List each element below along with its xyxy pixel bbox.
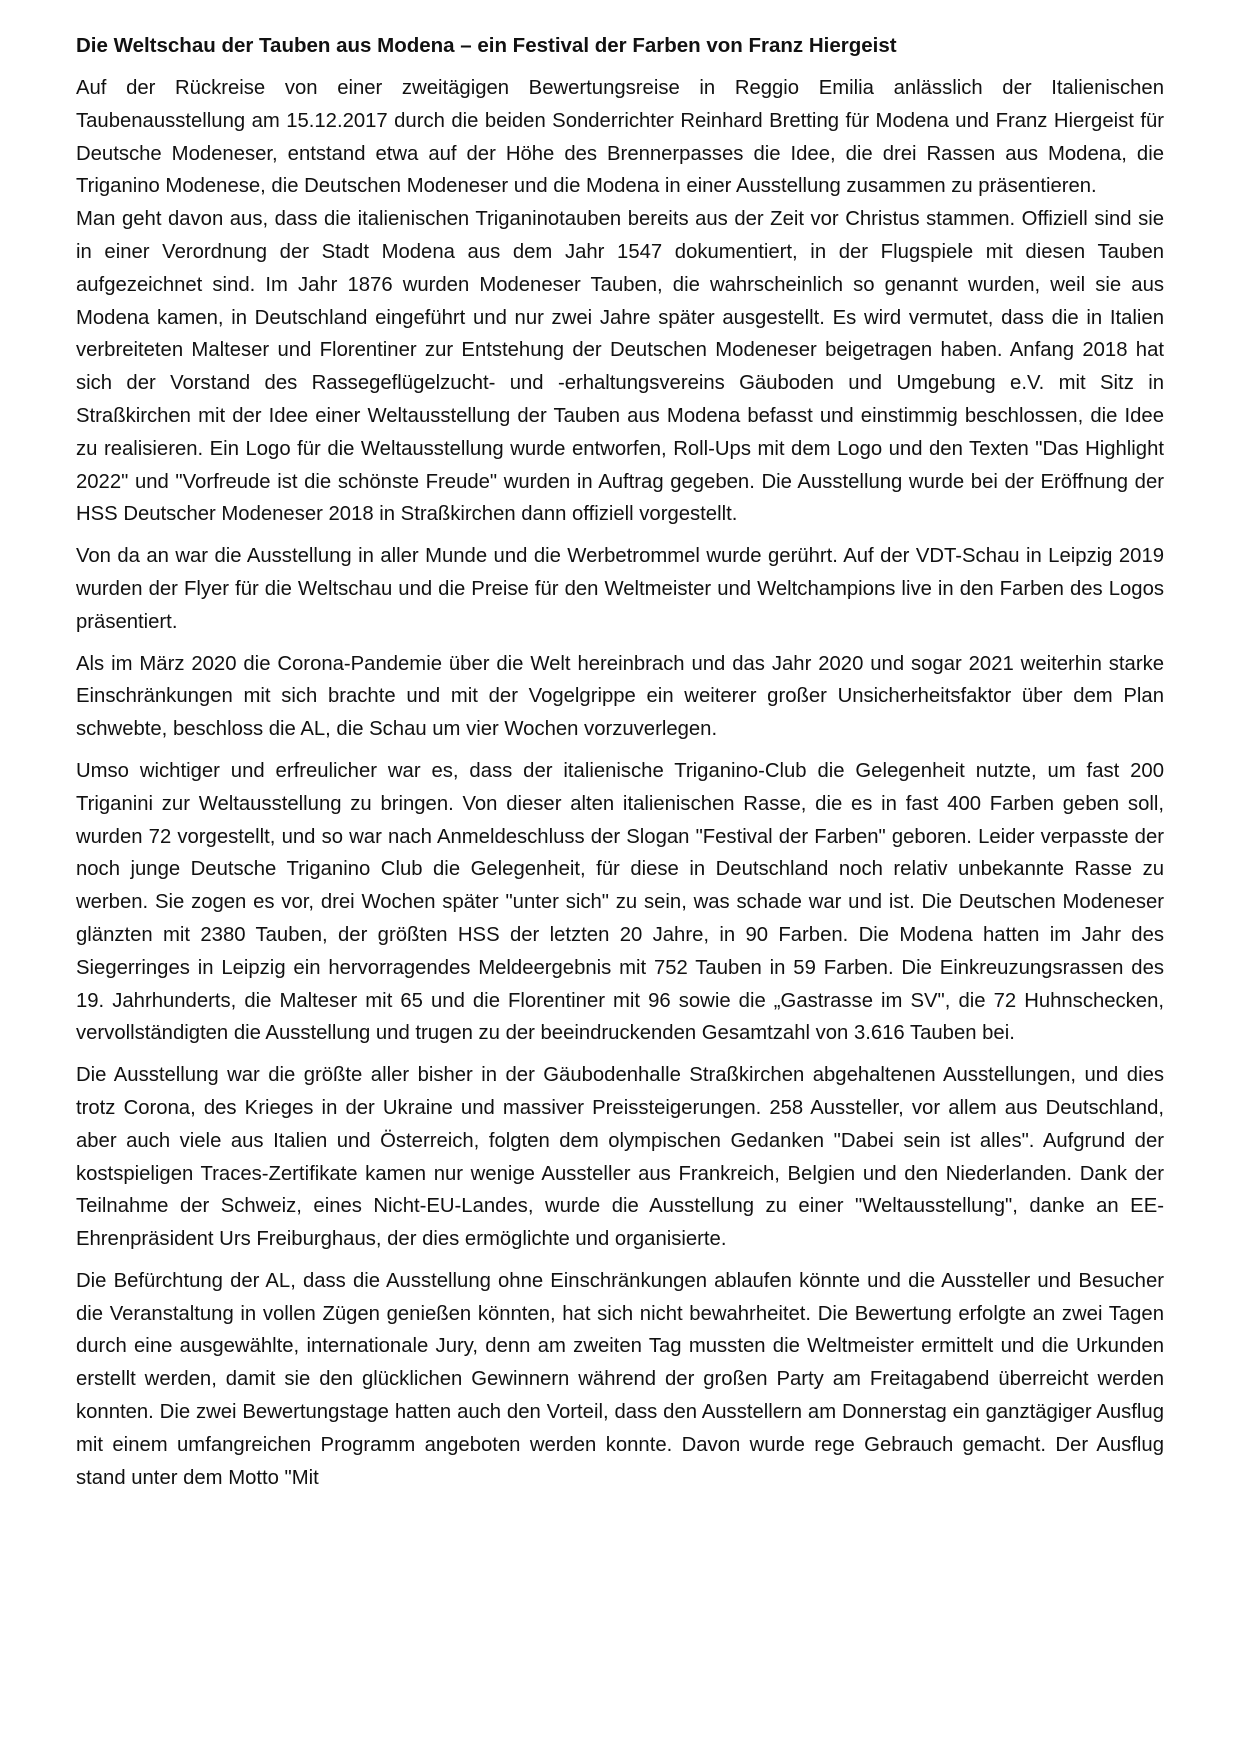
paragraph-1: Auf der Rückreise von einer zweitägigen Bewertungsreise in Reggio Emilia anlässlich der Italienischen Taubenausstellung am 15.12.2017 durch die beiden Sonderrichter Reinhard Bretting für Modena und Franz Hiergeist für Deutsche Modeneser, entstand etwa auf der Höhe des Brennerpasses die Idee, die drei Rassen aus Modena, die Triganino Modenese, die Deutschen Modeneser und die Modena in einer Ausstellung zusammen zu präsentieren. [76,77,1164,198]
paragraph-2: Man geht davon aus, dass die italienischen Triganinotauben bereits aus der Zeit vor Christus stammen. Offiziell sind sie in einer Verordnung der Stadt Modena aus dem Jahr 1547 dokumentiert, in der Flugspiele mit diesen Tauben aufgezeichnet sind. Im Jahr 1876 wurden Modeneser Tauben, die wahrscheinlich so genannt wurden, weil sie aus Modena kamen, in Deutschland eingeführt und nur zwei Jahre später ausgestellt. Es wird vermutet, dass die in Italien verbreiteten Malteser und Florentiner zur Entstehung der Deutschen Modeneser beigetragen haben. Anfang 2018 hat sich der Vorstand des Rassegeflügelzucht- und -erhaltungsvereins Gäuboden und Umgebung e.V. mit Sitz in Straßkirchen mit der Idee einer Weltausstellung der Tauben aus Modena befasst und einstimmig beschlossen, die Idee zu realisieren. Ein Logo für die Weltausstellung wurde entworfen, Roll-Ups mit dem Logo und den Texten "Das Highlight 2022" und "Vorfreude ist die schönste Freude" wurden in Auftrag gegeben. Die Ausstellung wurde bei der Eröffnung der HSS Deutscher Modeneser 2018 in Straßkirchen dann offiziell vorgestellt. [76,208,1164,526]
paragraph-6: Die Ausstellung war die größte aller bisher in der Gäubodenhalle Straßkirchen abgehaltenen Ausstellungen, und dies trotz Corona, des Krieges in der Ukraine und massiver Preissteigerungen. 258 Aussteller, vor allem aus Deutschland, aber auch viele aus Italien und Österreich, folgten dem olympischen Gedanken "Dabei sein ist alles". Aufgrund der kostspieligen Traces-Zertifikate kamen nur wenige Aussteller aus Frankreich, Belgien und den Niederlanden. Dank der Teilnahme der Schweiz, eines Nicht-EU-Landes, wurde die Ausstellung zu einer "Weltausstellung", danke an EE-Ehrenpräsident Urs Freiburghaus, der dies ermöglichte und organisierte. [76,1064,1164,1251]
paragraph-5: Umso wichtiger und erfreulicher war es, dass der italienische Triganino-Club die Gelegenheit nutzte, um fast 200 Triganini zur Weltausstellung zu bringen. Von dieser alten italienischen Rasse, die es in fast 400 Farben geben soll, wurden 72 vorgestellt, und so war nach Anmeldeschluss der Slogan "Festival der Farben" geboren. Leider verpasste der noch junge Deutsche Triganino Club die Gelegenheit, für diese in Deutschland noch relativ unbekannte Rasse zu werben. Sie zogen es vor, drei Wochen später "unter sich" zu sein, was schade war und ist. Die Deutschen Modeneser glänzten mit 2380 Tauben, der größten HSS der letzten 20 Jahre, in 90 Farben. Die Modena hatten im Jahr des Siegerringes in Leipzig ein hervorragendes Meldeergebnis mit 752 Tauben in 59 Farben. Die Einkreuzungsrassen des 19. Jahrhunderts, die Malteser mit 65 und die Florentiner mit 96 sowie die „Gastrasse im SV", die 72 Huhnschecken, vervollständigten die Ausstellung und trugen zu der beeindruckenden Gesamtzahl von 3.616 Tauben bei. [76,759,1164,1045]
paragraph-4: Als im März 2020 die Corona-Pandemie über die Welt hereinbrach und das Jahr 2020 und sogar 2021 weiterhin starke Einschränkungen mit sich brachte und mit der Vogelgrippe ein weiterer großer Unsicherheitsfaktor über dem Plan schwebte, beschloss die AL, die Schau um vier Wochen vorzuverlegen. [76,652,1164,741]
paragraph-7: Die Befürchtung der AL, dass die Ausstellung ohne Einschränkungen ablaufen könnte und die Aussteller und Besucher die Veranstaltung in vollen Zügen genießen könnten, hat sich nicht bewahrheitet. Die Bewertung erfolgte an zwei Tagen durch eine ausgewählte, internationale Jury, denn am zweiten Tag mussten die Weltmeister ermittelt und die Urkunden erstellt werden, damit sie den glücklichen Gewinnern während der großen Party am Freitagabend überreicht werden konnten. Die zwei Bewertungstage hatten auch den Vorteil, dass den Ausstellern am Donnerstag ein ganztägiger Ausflug mit einem umfangreichen Programm angeboten werden konnte. Davon wurde rege Gebrauch gemacht. Der Ausflug stand unter dem Motto "Mit [76,1269,1164,1489]
article-title: Die Weltschau der Tauben aus Modena – ein Festival der Farben von Franz Hiergeist [76,34,897,57]
paragraph-3: Von da an war die Ausstellung in aller Munde und die Werbetrommel wurde gerührt. Auf der VDT-Schau in Leipzig 2019 wurden der Flyer für die Weltschau und die Preise für den Weltmeister und Weltchampions live in den Farben des Logos präsentiert. [76,545,1164,633]
